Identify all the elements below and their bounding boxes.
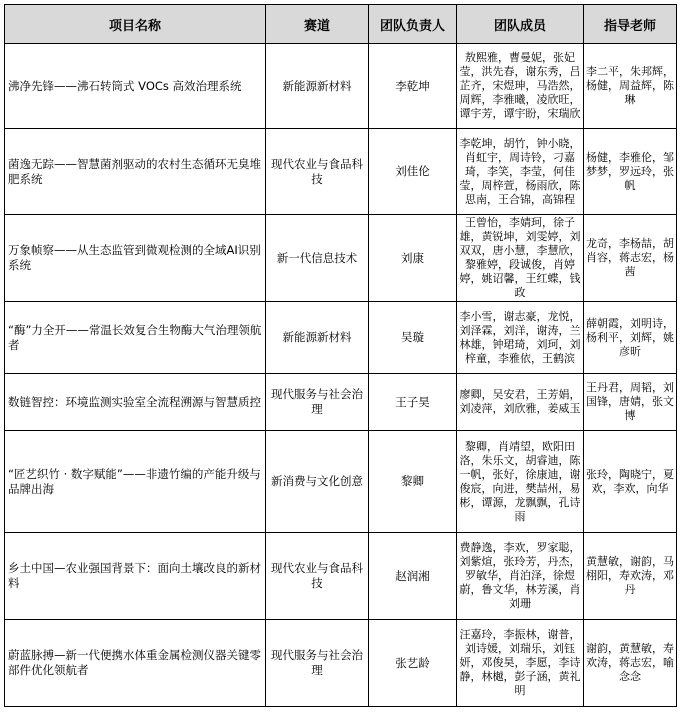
team-lead-cell: 刘康 bbox=[369, 215, 457, 302]
track-cell: 新能源新材料 bbox=[266, 44, 369, 129]
project-name-cell: 菌逸无踪——智慧菌剂驱动的农村生态循环无臭堆肥系统 bbox=[5, 129, 266, 215]
project-name-cell: “匠艺织竹 · 数字赋能”——非遗竹编的产能升级与品牌出海 bbox=[5, 431, 266, 533]
header-team-lead: 团队负责人 bbox=[369, 5, 457, 44]
header-track: 赛道 bbox=[266, 5, 369, 44]
team-members-cell: 费静逸，李欢，罗家聪，刘紫煊，张玲芳，丹杰，罗敏华，肖泊泽，徐煜蔚，鲁文华，林芳溪，肖刘珊 bbox=[457, 533, 584, 620]
team-lead-cell: 赵润湘 bbox=[369, 533, 457, 620]
advisors-cell: 杨健，李雅伦，邹梦梦，罗远玲，张帆 bbox=[584, 129, 677, 215]
team-members-cell: 王曾怡，李婧珂，徐子雄，黄锐坤，刘雯婷，刘双双，唐小慧，李慧欣，黎雅婷，段诚俊，肖婷婷，姚诏馨，王红蝶，钱政 bbox=[457, 215, 584, 302]
project-table bbox=[4, 4, 677, 707]
table-row bbox=[5, 620, 677, 707]
team-members-cell: 敖熙雅，曹曼妮，张妃莹，洪先春，谢东秀，吕芷齐，宋煜珅，马浩然，周辉，李雅曦，凌欣旺，谭宇芳，谭宇盼，宋瑞欣 bbox=[457, 44, 584, 129]
team-lead-cell: 李乾坤 bbox=[369, 44, 457, 129]
team-lead-cell: 黎卿 bbox=[369, 431, 457, 533]
track-cell: 现代农业与食品科技 bbox=[266, 533, 369, 620]
advisors-cell: 李二平，朱邦辉，杨健，周益辉，陈琳 bbox=[584, 44, 677, 129]
team-members-cell: 李小雪，谢志豪，龙悦，刘泽霖，刘洋，谢涛，兰林雄，钟珺琦，刘珂，刘梓童，李雅依，王鹤滨 bbox=[457, 302, 584, 374]
table-row bbox=[5, 533, 677, 620]
team-members-cell: 汪嘉玲，李振林，谢普，刘诗媛，刘瑞乐，刘钰妍，邓俊昊，李愿，李诗静，林樾，彭子涵，黄礼明 bbox=[457, 620, 584, 707]
table-row bbox=[5, 431, 677, 533]
team-lead-cell: 张艺龄 bbox=[369, 620, 457, 707]
table-container bbox=[4, 4, 677, 707]
track-cell: 现代服务与社会治理 bbox=[266, 374, 369, 431]
project-name-cell: 万象帧察——从生态监管到微观检测的全域AI识别系统 bbox=[5, 215, 266, 302]
table-row bbox=[5, 302, 677, 374]
table-row bbox=[5, 129, 677, 215]
header-row bbox=[5, 5, 677, 44]
team-members-cell: 李乾坤，胡竹，钟小晓，肖虹宇，周诗铃，刁嘉琦，李笑，李莹，何佳莹，周梓萱，杨雨欣，陈思南，王合锦，高锦程 bbox=[457, 129, 584, 215]
header-project-name: 项目名称 bbox=[5, 5, 266, 44]
track-cell: 现代农业与食品科技 bbox=[266, 129, 369, 215]
project-name-cell: 沸净先锋——沸石转筒式 VOCs 高效治理系统 bbox=[5, 44, 266, 129]
advisors-cell: 谢韵，黄慧敏，寿欢涛，蒋志宏，喻念念 bbox=[584, 620, 677, 707]
table-row bbox=[5, 44, 677, 129]
header-advisors: 指导老师 bbox=[584, 5, 677, 44]
table-row bbox=[5, 215, 677, 302]
team-lead-cell: 王子昊 bbox=[369, 374, 457, 431]
track-cell: 现代服务与社会治理 bbox=[266, 620, 369, 707]
advisors-cell: 王丹君，周韬，刘国锋，唐婧，张文博 bbox=[584, 374, 677, 431]
header-team-members: 团队成员 bbox=[457, 5, 584, 44]
project-name-cell: 乡土中国—农业强国背景下：面向土壤改良的新材料 bbox=[5, 533, 266, 620]
table-row bbox=[5, 374, 677, 431]
advisors-cell: 黄慧敏，谢韵，马栩阳，寿欢涛，邓丹 bbox=[584, 533, 677, 620]
project-name-cell: “酶”力全开——常温长效复合生物酶大气治理领航者 bbox=[5, 302, 266, 374]
project-name-cell: 蔚蓝脉搏—新一代便携水体重金属检测仪器关键零部件优化领航者 bbox=[5, 620, 266, 707]
track-cell: 新消费与文化创意 bbox=[266, 431, 369, 533]
track-cell: 新能源新材料 bbox=[266, 302, 369, 374]
advisors-cell: 龙奇，李杨喆，胡肖容，蒋志宏，杨茜 bbox=[584, 215, 677, 302]
advisors-cell: 张玲，陶晓宁，夏欢，李欢，向华 bbox=[584, 431, 677, 533]
project-name-cell: 数链智控：环境监测实验室全流程溯源与智慧质控 bbox=[5, 374, 266, 431]
team-members-cell: 黎卿，肖靖望，欧阳田洛，朱乐文，胡睿迪，陈一帆，张好，徐康迪，谢俊宸，向进，樊喆州，易彬，谭源，龙飘飘，孔诗雨 bbox=[457, 431, 584, 533]
team-members-cell: 廖卿，吴安君，王芳娟，刘凌萍，刘欣雅，姜威玉 bbox=[457, 374, 584, 431]
team-lead-cell: 吴璇 bbox=[369, 302, 457, 374]
track-cell: 新一代信息技术 bbox=[266, 215, 369, 302]
team-lead-cell: 刘佳伦 bbox=[369, 129, 457, 215]
advisors-cell: 薛朝霞，刘明诗，杨利平，刘辉，姚彦昕 bbox=[584, 302, 677, 374]
